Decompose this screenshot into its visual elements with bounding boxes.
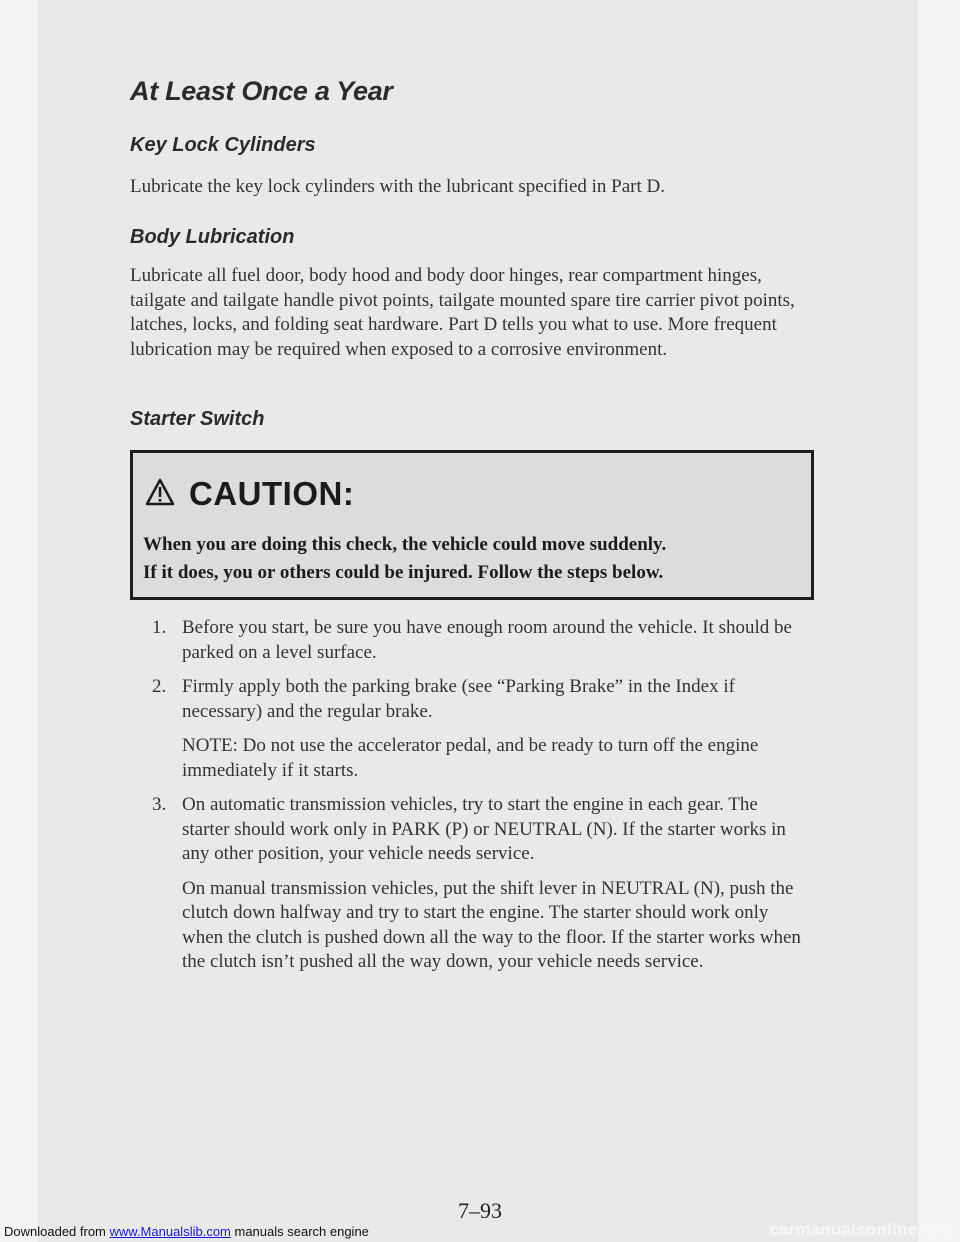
footer-suffix: manuals search engine [230, 1224, 369, 1239]
caution-line-1: When you are doing this check, the vehicle could move suddenly. [143, 534, 667, 555]
page-heading: At Least Once a Year [130, 76, 393, 106]
caution-title: CAUTION: [189, 475, 355, 512]
download-footer [4, 1224, 369, 1239]
step-number: 3. [152, 794, 167, 815]
section-title-body-lubrication: Body Lubrication [130, 226, 295, 248]
step-note: NOTE: Do not use the accelerator pedal, and be ready to turn off the engine immediately if it starts. [182, 735, 759, 781]
step-number: 2. [152, 676, 167, 697]
list-item [130, 616, 810, 665]
caution-box [130, 450, 814, 600]
page-number: 7–93 [458, 1198, 502, 1223]
step-note: On manual transmission vehicles, put the shift lever in NEUTRAL (N), push the clutch down halfway and try to start the engine. The starter should work only when the clutch is pushed down all the way to the floor. If the starter works when the clutch isn’t pushed all the way down, your vehicle needs service. [182, 877, 801, 972]
caution-line-2: If it does, you or others could be injured. Follow the steps below. [143, 562, 664, 583]
section-body-body-lubrication: Lubricate all fuel door, body hood and body door hinges, rear compartment hinges, tailgate and tailgate handle pivot points, tailgate mounted spare tire carrier pivot points, latches, locks, and folding seat hardware. Part D tells you what to use. More frequent lubrication may be required when exposed to a corrosive environment. [130, 265, 795, 360]
watermark: carmanualsonline.info [769, 1220, 954, 1239]
step-text: On automatic transmission vehicles, try to start the engine in each gear. The starter should work only in PARK (P) or NEUTRAL (N). If the starter works in any other position, your vehicle needs service. [182, 794, 786, 864]
caution-header [145, 475, 354, 513]
manualslib-link[interactable]: www.Manualslib.com [109, 1224, 231, 1239]
caution-text [143, 531, 666, 587]
step-text: Firmly apply both the parking brake (see “Parking Brake” in the Index if necessary) and the regular brake. [182, 676, 735, 722]
step-text: Before you start, be sure you have enough room around the vehicle. It should be parked on a level surface. [182, 617, 792, 663]
section-body-key-lock-cylinders: Lubricate the key lock cylinders with the lubricant specified in Part D. [130, 176, 665, 197]
step-number: 1. [152, 617, 167, 638]
warning-triangle-icon [145, 478, 175, 511]
steps-list [130, 616, 810, 975]
section-title-key-lock-cylinders: Key Lock Cylinders [130, 134, 316, 156]
section-title-starter-switch: Starter Switch [130, 408, 265, 430]
list-item [130, 675, 810, 724]
list-item [130, 793, 810, 867]
footer-prefix: Downloaded from [4, 1224, 110, 1239]
